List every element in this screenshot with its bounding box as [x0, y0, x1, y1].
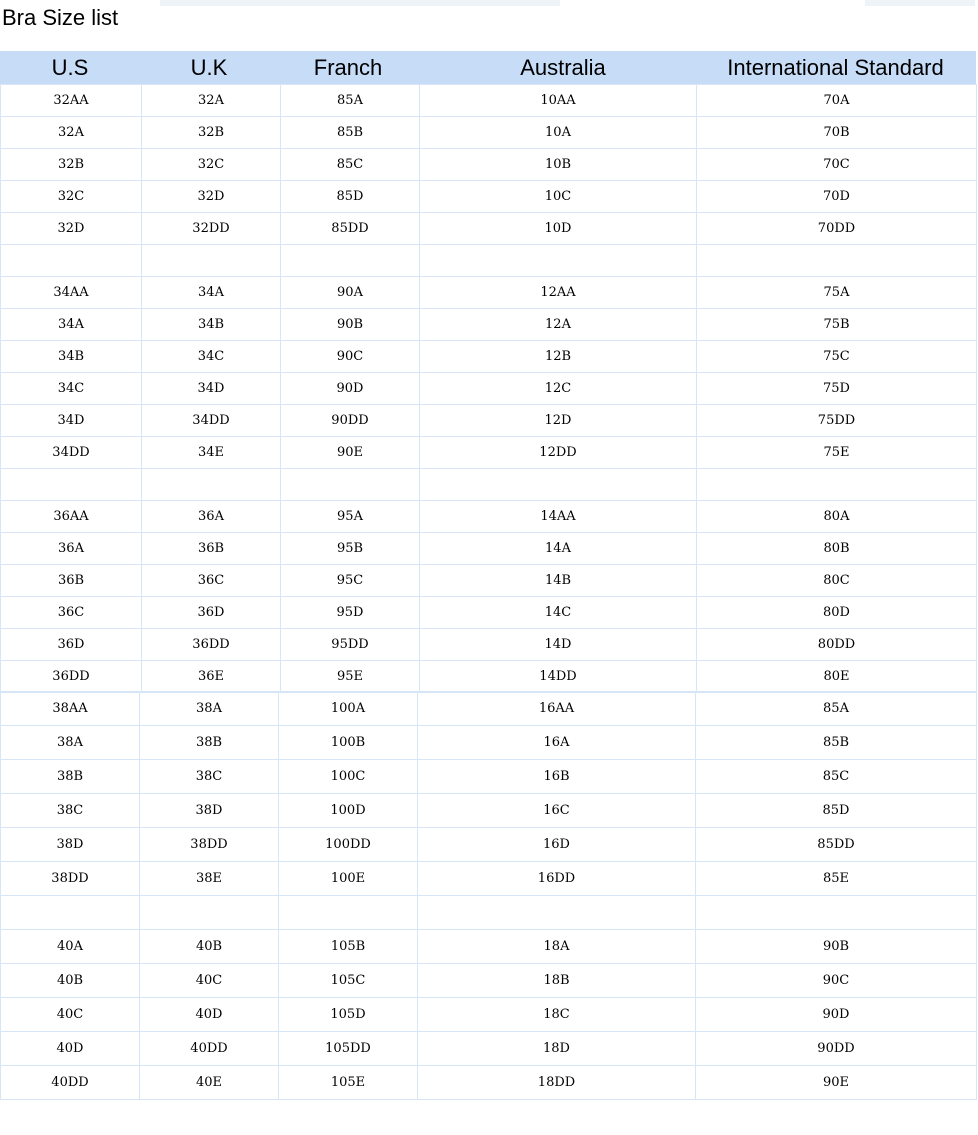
size-cell-french: 100E	[279, 862, 418, 896]
size-cell-uk	[140, 896, 279, 930]
size-table-section-1	[0, 84, 977, 693]
size-cell-australia	[420, 245, 697, 277]
size-cell-french: 95C	[281, 565, 420, 597]
table-row	[1, 373, 977, 405]
size-cell-french: 90A	[281, 277, 420, 309]
size-cell-australia: 18B	[418, 964, 696, 998]
table-row	[1, 760, 977, 794]
size-cell-uk: 36DD	[142, 629, 281, 661]
size-cell-us: 36B	[1, 565, 142, 597]
faint-top-strip-right	[865, 0, 975, 6]
size-cell-french: 95A	[281, 501, 420, 533]
size-cell-australia: 10A	[420, 117, 697, 149]
size-cell-international: 75C	[697, 341, 977, 373]
size-cell-uk: 38DD	[140, 828, 279, 862]
table-row	[1, 828, 977, 862]
size-cell-uk: 34DD	[142, 405, 281, 437]
size-cell-french: 90DD	[281, 405, 420, 437]
size-cell-french: 90E	[281, 437, 420, 469]
table-row	[1, 437, 977, 469]
table-row	[1, 794, 977, 828]
size-cell-us: 38C	[1, 794, 140, 828]
table-row	[1, 629, 977, 661]
table-row	[1, 501, 977, 533]
size-cell-us: 36AA	[1, 501, 142, 533]
size-cell-uk: 36E	[142, 661, 281, 693]
size-cell-french: 85B	[281, 117, 420, 149]
size-cell-us: 36C	[1, 597, 142, 629]
size-cell-us: 34B	[1, 341, 142, 373]
table-row	[1, 726, 977, 760]
size-cell-australia: 14C	[420, 597, 697, 629]
size-cell-us: 40C	[1, 998, 140, 1032]
size-cell-uk: 38D	[140, 794, 279, 828]
table-row	[1, 930, 977, 964]
table-row	[1, 85, 977, 117]
size-cell-french: 85A	[281, 85, 420, 117]
size-cell-international: 80DD	[697, 629, 977, 661]
size-cell-uk: 32B	[142, 117, 281, 149]
size-cell-us: 40A	[1, 930, 140, 964]
size-cell-australia: 14B	[420, 565, 697, 597]
size-cell-uk: 36D	[142, 597, 281, 629]
size-cell-us: 34A	[1, 309, 142, 341]
size-cell-international: 70D	[697, 181, 977, 213]
size-cell-uk: 38E	[140, 862, 279, 896]
size-cell-uk: 38B	[140, 726, 279, 760]
size-cell-australia: 18A	[418, 930, 696, 964]
size-cell-us: 38A	[1, 726, 140, 760]
size-cell-uk: 34E	[142, 437, 281, 469]
size-cell-us: 32B	[1, 149, 142, 181]
size-cell-french	[281, 245, 420, 277]
size-cell-us	[1, 245, 142, 277]
size-cell-french: 85C	[281, 149, 420, 181]
size-cell-us: 34D	[1, 405, 142, 437]
size-cell-australia: 16AA	[418, 692, 696, 726]
table-row	[1, 661, 977, 693]
size-cell-australia	[418, 896, 696, 930]
size-cell-us: 40D	[1, 1032, 140, 1066]
table-row	[1, 597, 977, 629]
size-cell-us: 36DD	[1, 661, 142, 693]
size-cell-us: 32A	[1, 117, 142, 149]
size-cell-international: 90B	[696, 930, 977, 964]
size-cell-french: 100D	[279, 794, 418, 828]
size-cell-french: 85DD	[281, 213, 420, 245]
size-cell-uk: 32D	[142, 181, 281, 213]
table-row	[1, 896, 977, 930]
size-cell-uk: 40E	[140, 1066, 279, 1100]
size-cell-french	[281, 469, 420, 501]
table-row	[1, 341, 977, 373]
table-row	[1, 862, 977, 896]
size-cell-us: 40B	[1, 964, 140, 998]
size-cell-french: 95DD	[281, 629, 420, 661]
column-header-us: U.S	[51, 55, 89, 80]
size-cell-international: 80A	[697, 501, 977, 533]
size-cell-uk: 38C	[140, 760, 279, 794]
size-cell-australia: 14A	[420, 533, 697, 565]
table-row	[1, 565, 977, 597]
size-cell-uk: 40C	[140, 964, 279, 998]
size-cell-australia: 10B	[420, 149, 697, 181]
size-cell-international: 85D	[696, 794, 977, 828]
size-cell-australia: 12A	[420, 309, 697, 341]
table-row	[1, 181, 977, 213]
size-cell-french: 95E	[281, 661, 420, 693]
size-cell-international: 75D	[697, 373, 977, 405]
size-cell-australia: 16D	[418, 828, 696, 862]
size-cell-uk: 34A	[142, 277, 281, 309]
size-cell-french: 105DD	[279, 1032, 418, 1066]
size-cell-us: 38B	[1, 760, 140, 794]
size-cell-international: 70DD	[697, 213, 977, 245]
size-cell-international: 85C	[696, 760, 977, 794]
size-cell-us: 34AA	[1, 277, 142, 309]
table-row	[1, 117, 977, 149]
size-cell-australia: 18D	[418, 1032, 696, 1066]
size-cell-international: 85DD	[696, 828, 977, 862]
size-cell-australia	[420, 469, 697, 501]
size-cell-australia: 16B	[418, 760, 696, 794]
size-cell-us: 40DD	[1, 1066, 140, 1100]
size-cell-uk: 40DD	[140, 1032, 279, 1066]
size-cell-australia: 16A	[418, 726, 696, 760]
size-cell-us: 32C	[1, 181, 142, 213]
size-cell-australia: 12D	[420, 405, 697, 437]
size-cell-australia: 12C	[420, 373, 697, 405]
size-cell-us: 38DD	[1, 862, 140, 896]
size-cell-uk: 40D	[140, 998, 279, 1032]
size-cell-french: 100DD	[279, 828, 418, 862]
size-cell-australia: 16C	[418, 794, 696, 828]
column-header-uk: U.K	[190, 55, 228, 80]
size-cell-french: 90C	[281, 341, 420, 373]
size-cell-french	[279, 896, 418, 930]
size-cell-international: 75A	[697, 277, 977, 309]
size-cell-french: 95D	[281, 597, 420, 629]
size-cell-uk	[142, 245, 281, 277]
size-cell-uk: 34B	[142, 309, 281, 341]
size-cell-international: 75E	[697, 437, 977, 469]
table-row	[1, 533, 977, 565]
size-cell-australia: 10AA	[420, 85, 697, 117]
table-row	[1, 469, 977, 501]
size-cell-french: 105D	[279, 998, 418, 1032]
size-cell-australia: 12DD	[420, 437, 697, 469]
size-cell-us: 36D	[1, 629, 142, 661]
size-cell-us: 38D	[1, 828, 140, 862]
size-cell-us: 34C	[1, 373, 142, 405]
size-cell-us: 38AA	[1, 692, 140, 726]
size-table-section-2	[0, 691, 977, 1100]
size-cell-french: 105E	[279, 1066, 418, 1100]
size-cell-us: 36A	[1, 533, 142, 565]
column-header-australia: Australia	[520, 55, 606, 80]
size-cell-french: 100A	[279, 692, 418, 726]
size-cell-uk: 32C	[142, 149, 281, 181]
size-cell-french: 100C	[279, 760, 418, 794]
size-cell-australia: 18DD	[418, 1066, 696, 1100]
size-cell-international: 80E	[697, 661, 977, 693]
size-cell-international: 70A	[697, 85, 977, 117]
size-cell-australia: 10D	[420, 213, 697, 245]
size-cell-australia: 14AA	[420, 501, 697, 533]
table-row	[1, 149, 977, 181]
table-row	[1, 1066, 977, 1100]
size-cell-international: 70B	[697, 117, 977, 149]
size-cell-french: 85D	[281, 181, 420, 213]
table-row	[1, 213, 977, 245]
size-cell-international: 75DD	[697, 405, 977, 437]
size-cell-international	[697, 469, 977, 501]
size-cell-international: 85E	[696, 862, 977, 896]
size-cell-us: 34DD	[1, 437, 142, 469]
size-cell-us: 32D	[1, 213, 142, 245]
size-cell-uk: 36B	[142, 533, 281, 565]
size-cell-french: 105C	[279, 964, 418, 998]
column-header-french: Franch	[313, 55, 383, 80]
size-cell-international: 70C	[697, 149, 977, 181]
size-cell-australia: 16DD	[418, 862, 696, 896]
faint-top-strip	[160, 0, 560, 6]
size-cell-uk: 32DD	[142, 213, 281, 245]
size-cell-international: 90C	[696, 964, 977, 998]
size-cell-international: 80B	[697, 533, 977, 565]
size-cell-french: 105B	[279, 930, 418, 964]
page-title: Bra Size list	[2, 5, 119, 30]
size-cell-international: 85A	[696, 692, 977, 726]
table-row	[1, 1032, 977, 1066]
size-cell-uk: 36A	[142, 501, 281, 533]
size-cell-french: 90B	[281, 309, 420, 341]
table-header	[0, 51, 976, 84]
size-cell-uk: 36C	[142, 565, 281, 597]
column-header-international: International Standard	[727, 55, 944, 80]
size-cell-international: 80D	[697, 597, 977, 629]
size-cell-international: 80C	[697, 565, 977, 597]
size-cell-australia: 14DD	[420, 661, 697, 693]
table-row	[1, 998, 977, 1032]
size-cell-us	[1, 469, 142, 501]
size-cell-international	[696, 896, 977, 930]
size-cell-uk: 34C	[142, 341, 281, 373]
table-row	[1, 309, 977, 341]
size-cell-international	[697, 245, 977, 277]
size-cell-australia: 12B	[420, 341, 697, 373]
size-cell-australia: 14D	[420, 629, 697, 661]
table-row	[1, 405, 977, 437]
table-row	[1, 692, 977, 726]
size-cell-uk: 40B	[140, 930, 279, 964]
table-row	[1, 964, 977, 998]
size-cell-french: 100B	[279, 726, 418, 760]
size-cell-international: 90E	[696, 1066, 977, 1100]
size-cell-us	[1, 896, 140, 930]
size-cell-australia: 12AA	[420, 277, 697, 309]
table-row	[1, 277, 977, 309]
size-cell-french: 90D	[281, 373, 420, 405]
size-cell-uk: 32A	[142, 85, 281, 117]
table-row	[1, 245, 977, 277]
size-cell-australia: 18C	[418, 998, 696, 1032]
size-cell-uk	[142, 469, 281, 501]
size-cell-us: 32AA	[1, 85, 142, 117]
size-cell-international: 90D	[696, 998, 977, 1032]
size-cell-australia: 10C	[420, 181, 697, 213]
size-cell-international: 85B	[696, 726, 977, 760]
size-cell-international: 75B	[697, 309, 977, 341]
size-cell-french: 95B	[281, 533, 420, 565]
size-cell-international: 90DD	[696, 1032, 977, 1066]
size-cell-uk: 38A	[140, 692, 279, 726]
size-cell-uk: 34D	[142, 373, 281, 405]
